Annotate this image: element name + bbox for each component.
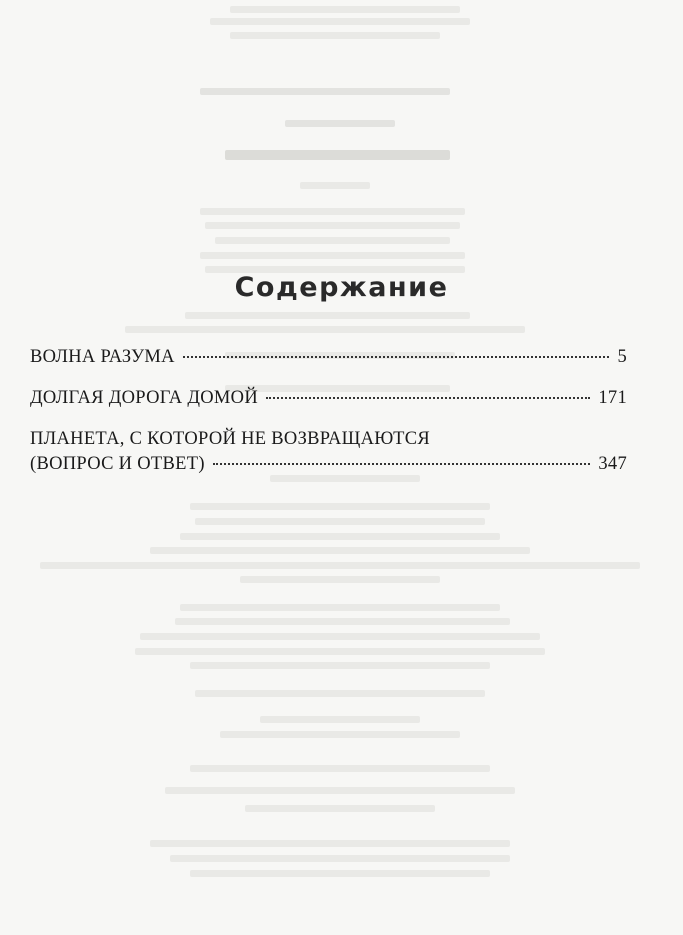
toc-entry bbox=[30, 347, 627, 368]
toc-entry-page: 347 bbox=[598, 454, 627, 474]
toc-entry-title-line2: (ВОПРОС И ОТВЕТ) bbox=[30, 454, 205, 474]
table-of-contents bbox=[30, 347, 627, 495]
toc-entry-title: ВОЛНА РАЗУМА bbox=[30, 347, 175, 367]
toc-entry-title: ДОЛГАЯ ДОРОГА ДОМОЙ bbox=[30, 388, 258, 408]
dot-leader bbox=[183, 356, 610, 358]
toc-entry-page: 171 bbox=[598, 388, 627, 408]
contents-heading: Содержание bbox=[234, 272, 449, 303]
toc-entry-page: 5 bbox=[617, 347, 627, 367]
toc-entry-title-line1: ПЛАНЕТА, С КОТОРОЙ НЕ ВОЗВРАЩАЮТСЯ bbox=[30, 429, 431, 449]
toc-entry bbox=[30, 388, 627, 409]
toc-entry bbox=[30, 429, 627, 475]
dot-leader bbox=[213, 463, 591, 465]
dot-leader bbox=[266, 397, 590, 399]
